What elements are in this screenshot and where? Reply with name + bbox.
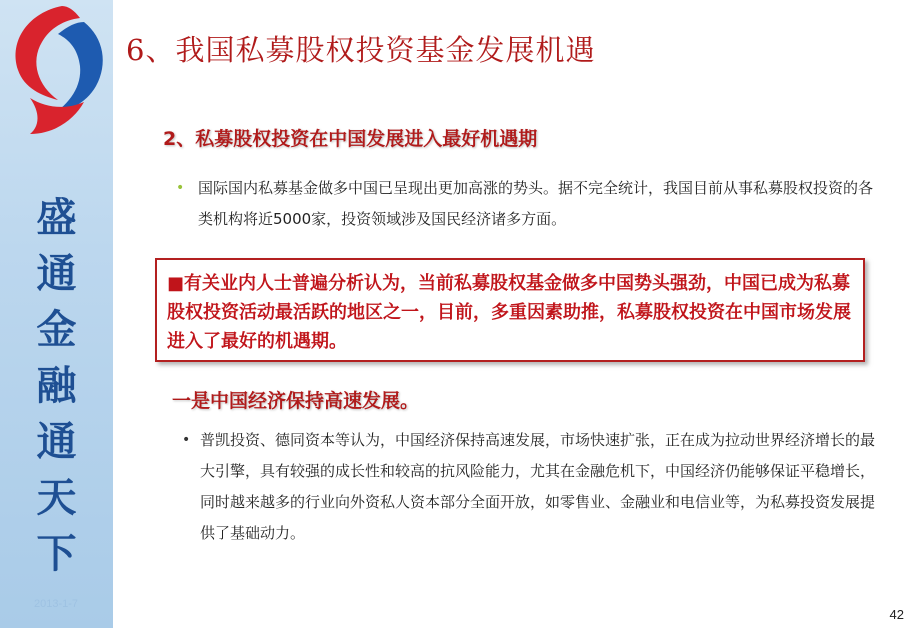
square-bullet-icon: ■ [167, 273, 185, 294]
slogan-char: 盛 [36, 194, 77, 241]
slogan-char: 下 [36, 530, 77, 577]
bullet-paragraph [182, 425, 882, 549]
slogan-char: 通 [36, 418, 77, 465]
slogan-char: 天 [36, 474, 77, 521]
page-number: 42 [889, 607, 904, 622]
paragraph-text: 普凯投资、德同资本等认为，中国经济保持高速发展，市场快速扩张，正在成为拉动世界经济增长的最大引擎，具有较强的成长性和较高的抗风险能力，尤其在金融危机下，中国经济仍能够保证平稳增长，同时越来越多的行业向外资私人资本部分全面开放，如零售业、金融业和电信业等，为私募投资发展提供了基础动力。 [200, 431, 876, 542]
slide-title: 6、我国私募股权投资基金发展机遇 [126, 33, 596, 67]
section-subtitle: 2、私募股权投资在中国发展进入最好机遇期 [163, 128, 538, 150]
slogan-char: 金 [36, 306, 77, 353]
highlight-box [155, 258, 865, 362]
slogan-char: 通 [36, 250, 77, 297]
paragraph-text: 国际国内私募基金做多中国已呈现出更加高涨的势头。据不完全统计，我国目前从事私募股权投资的各类机构将近5000家，投资领域涉及国民经济诸多方面。 [198, 179, 874, 228]
highlight-text: 有关业内人士普遍分析认为，当前私募股权基金做多中国势头强劲，中国已成为私募股权投资活动最活跃的地区之一，目前，多重因素助推，私募股权投资在中国市场发展进入了最好的机遇期。 [167, 273, 851, 352]
bullet-icon: • [176, 180, 185, 196]
slide-date: 2013-1-7 [34, 598, 79, 610]
slogan-char: 融 [36, 362, 77, 409]
bullet-icon: • [182, 432, 191, 448]
sidebar [0, 0, 113, 628]
vertical-slogan [0, 190, 113, 582]
company-logo [0, 0, 113, 150]
point-heading: 一是中国经济保持高速发展。 [172, 390, 420, 412]
bullet-paragraph [176, 173, 876, 235]
